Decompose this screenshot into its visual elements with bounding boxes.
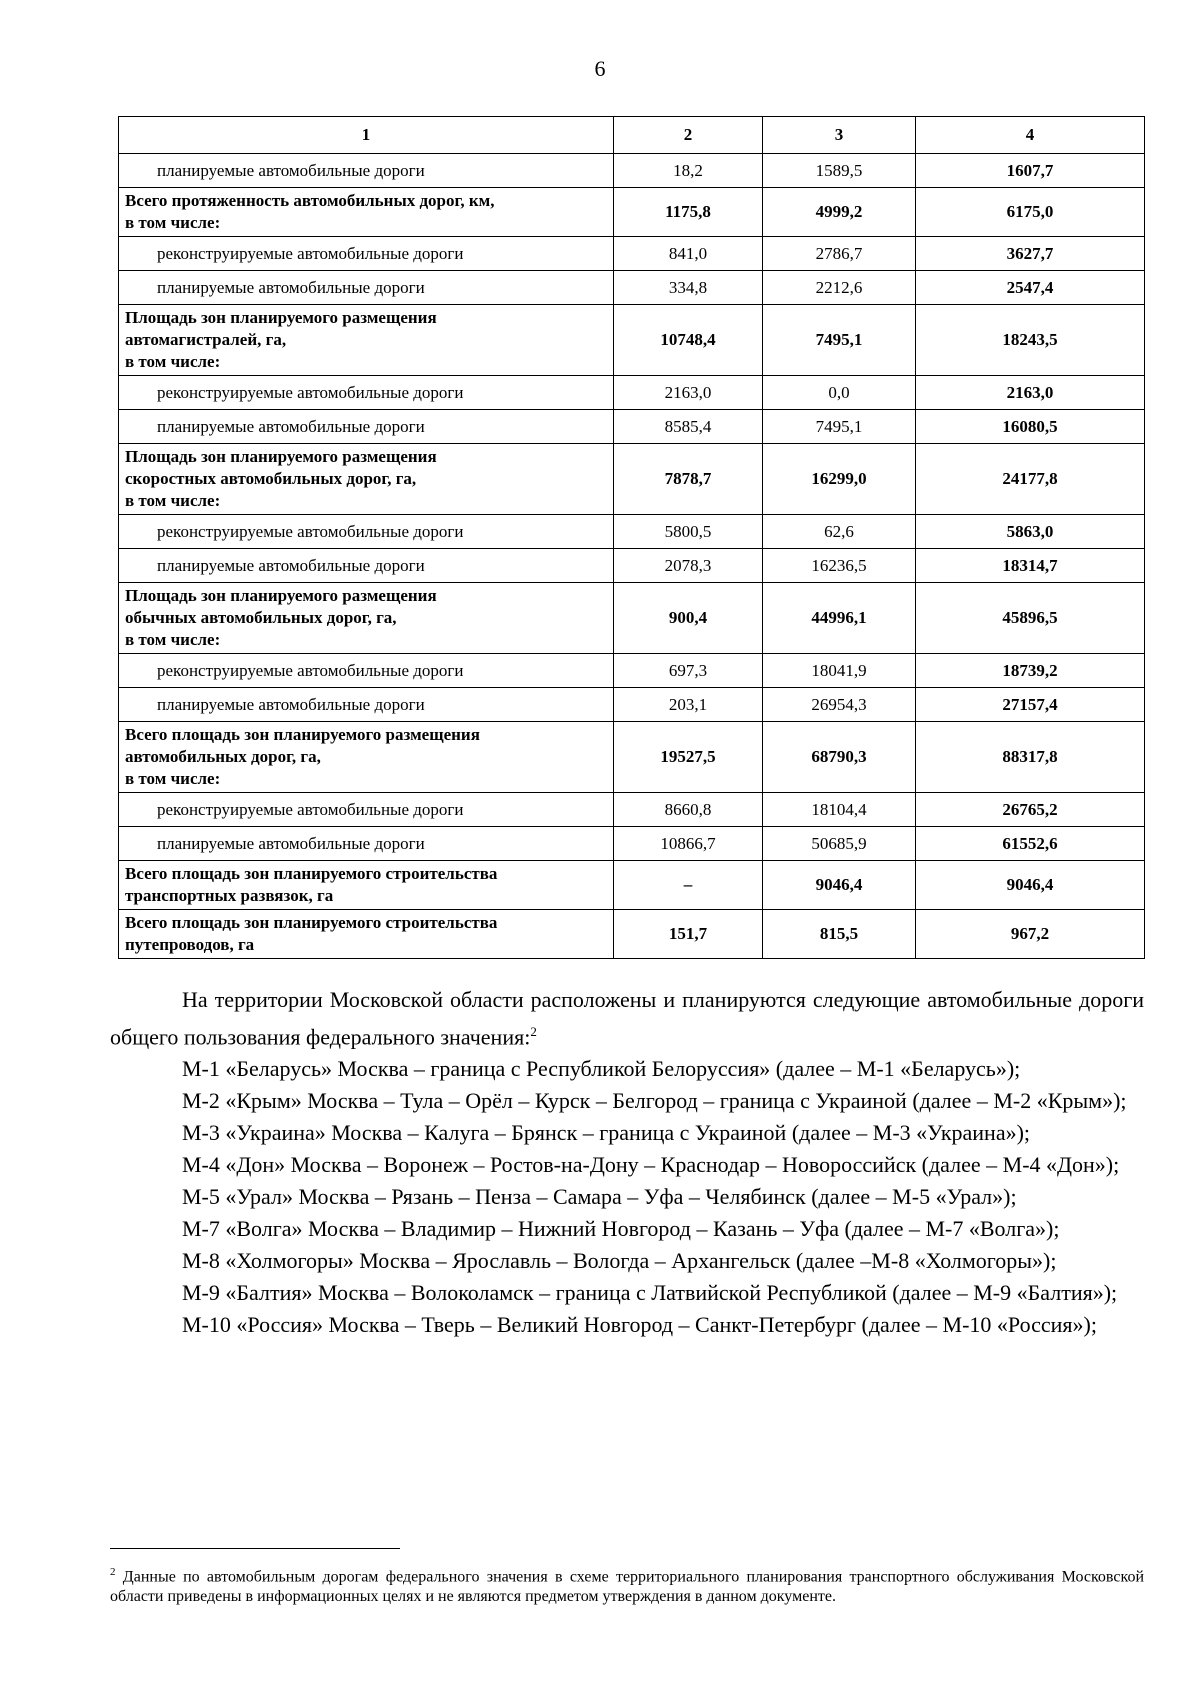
road-item: М-9 «Балтия» Москва – Волоколамск – граница с Латвийской Республикой (далее – М-9 «Балтия»); [182,1280,1118,1306]
table-row [119,722,1145,793]
table-row [119,237,1145,271]
cell-c3: 7495,1 [763,305,916,376]
cell-c2: 7878,7 [614,444,763,515]
cell-c3: 18041,9 [763,654,916,688]
row-label: Площадь зон планируемого размещения обычных автомобильных дорог, га, в том числе: [119,583,614,654]
row-label: планируемые автомобильные дороги [119,827,614,861]
column-header: 3 [763,117,916,154]
cell-c4: 2547,4 [916,271,1145,305]
row-label: планируемые автомобильные дороги [119,154,614,188]
row-label: реконструируемые автомобильные дороги [119,515,614,549]
cell-c2: – [614,861,763,910]
cell-c2: 8660,8 [614,793,763,827]
cell-c3: 18104,4 [763,793,916,827]
footnote [110,1562,1144,1607]
road-item: М-4 «Дон» Москва – Воронеж – Ростов-на-Дону – Краснодар – Новороссийск (далее – М-4 «Дон»); [182,1152,1120,1178]
page-number: 6 [594,56,606,81]
cell-c2: 697,3 [614,654,763,688]
road-item: М-1 «Беларусь» Москва – граница с Республикой Белоруссия» (далее – М-1 «Беларусь»); [182,1056,1021,1082]
row-label: Площадь зон планируемого размещения скоростных автомобильных дорог, га, в том числе: [119,444,614,515]
road-item: М-3 «Украина» Москва – Калуга – Брянск – граница с Украиной (далее – М-3 «Украина»); [182,1120,1031,1146]
cell-c4: 18243,5 [916,305,1145,376]
column-header: 2 [614,117,763,154]
cell-c2: 10748,4 [614,305,763,376]
row-label: Всего площадь зон планируемого строительства транспортных развязок, га [119,861,614,910]
cell-c2: 1175,8 [614,188,763,237]
cell-c2: 841,0 [614,237,763,271]
cell-c3: 44996,1 [763,583,916,654]
cell-c2: 5800,5 [614,515,763,549]
cell-c2: 203,1 [614,688,763,722]
row-label: Всего площадь зон планируемого строительства путепроводов, га [119,910,614,959]
cell-c4: 5863,0 [916,515,1145,549]
footnote-text: Данные по автомобильным дорогам федерального значения в схеме территориального планирования транспортного обслуживания Московской области приведены в информационных целях и не являются предметом утверждения в данном документе. [110,1568,1145,1606]
footnote-divider [110,1548,400,1549]
table-row [119,793,1145,827]
cell-c4: 61552,6 [916,827,1145,861]
cell-c3: 50685,9 [763,827,916,861]
cell-c2: 10866,7 [614,827,763,861]
table-row [119,444,1145,515]
table-row [119,583,1145,654]
row-label: планируемые автомобильные дороги [119,549,614,583]
table-row [119,271,1145,305]
cell-c3: 4999,2 [763,188,916,237]
table-row [119,376,1145,410]
road-item: М-2 «Крым» Москва – Тула – Орёл – Курск – Белгород – граница с Украиной (далее – М-2 «Крым»); [182,1088,1127,1114]
cell-c2: 2078,3 [614,549,763,583]
table-row [119,861,1145,910]
cell-c4: 9046,4 [916,861,1145,910]
table-row [119,827,1145,861]
cell-c3: 0,0 [763,376,916,410]
cell-c4: 3627,7 [916,237,1145,271]
cell-c4: 6175,0 [916,188,1145,237]
footnote-marker: 2 [110,1566,116,1578]
table-row [119,410,1145,444]
cell-c4: 24177,8 [916,444,1145,515]
cell-c3: 7495,1 [763,410,916,444]
cell-c4: 27157,4 [916,688,1145,722]
road-item: М-8 «Холмогоры» Москва – Ярославль – Вологда – Архангельск (далее –М-8 «Холмогоры»); [182,1248,1057,1274]
road-item: М-5 «Урал» Москва – Рязань – Пенза – Самара – Уфа – Челябинск (далее – М-5 «Урал»); [182,1184,1017,1210]
table-row [119,910,1145,959]
row-label: планируемые автомобильные дороги [119,271,614,305]
table-header-row [119,117,1145,154]
table-row [119,305,1145,376]
cell-c4: 1607,7 [916,154,1145,188]
table-body [119,154,1145,959]
cell-c3: 68790,3 [763,722,916,793]
cell-c4: 26765,2 [916,793,1145,827]
row-label: реконструируемые автомобильные дороги [119,237,614,271]
cell-c4: 88317,8 [916,722,1145,793]
cell-c4: 967,2 [916,910,1145,959]
row-label: реконструируемые автомобильные дороги [119,376,614,410]
road-item: М-7 «Волга» Москва – Владимир – Нижний Новгород – Казань – Уфа (далее – М-7 «Волга»); [182,1216,1060,1242]
cell-c3: 2786,7 [763,237,916,271]
cell-c4: 2163,0 [916,376,1145,410]
cell-c2: 8585,4 [614,410,763,444]
row-label: Всего протяженность автомобильных дорог, км, в том числе: [119,188,614,237]
table-row [119,188,1145,237]
intro-paragraph: На территории Московской области расположены и планируются следующие автомобильные дороги общего пользования федерального значения:$^2$ [110,987,1144,1050]
table-row [119,654,1145,688]
table-row [119,549,1145,583]
cell-c2: 2163,0 [614,376,763,410]
column-header: 4 [916,117,1145,154]
table-row [119,688,1145,722]
table-row [119,515,1145,549]
body-text [110,984,1144,1341]
cell-c3: 815,5 [763,910,916,959]
row-label: реконструируемые автомобильные дороги [119,793,614,827]
cell-c3: 16299,0 [763,444,916,515]
row-label: Всего площадь зон планируемого размещения автомобильных дорог, га, в том числе: [119,722,614,793]
cell-c3: 2212,6 [763,271,916,305]
cell-c4: 16080,5 [916,410,1145,444]
cell-c2: 151,7 [614,910,763,959]
cell-c2: 18,2 [614,154,763,188]
cell-c4: 18739,2 [916,654,1145,688]
column-header: 1 [119,117,614,154]
road-statistics-table [118,116,1145,959]
table-row [119,154,1145,188]
cell-c2: 334,8 [614,271,763,305]
cell-c2: 900,4 [614,583,763,654]
cell-c4: 18314,7 [916,549,1145,583]
cell-c2: 19527,5 [614,722,763,793]
roads-list [110,1053,1144,1341]
cell-c3: 9046,4 [763,861,916,910]
cell-c3: 16236,5 [763,549,916,583]
cell-c3: 1589,5 [763,154,916,188]
road-item: М-10 «Россия» Москва – Тверь – Великий Новгород – Санкт-Петербург (далее – М-10 «Россия»); [182,1312,1097,1338]
cell-c4: 45896,5 [916,583,1145,654]
cell-c3: 26954,3 [763,688,916,722]
row-label: планируемые автомобильные дороги [119,688,614,722]
footnote-ref: 2 [530,1024,537,1039]
row-label: планируемые автомобильные дороги [119,410,614,444]
row-label: Площадь зон планируемого размещения автомагистралей, га, в том числе: [119,305,614,376]
cell-c3: 62,6 [763,515,916,549]
row-label: реконструируемые автомобильные дороги [119,654,614,688]
